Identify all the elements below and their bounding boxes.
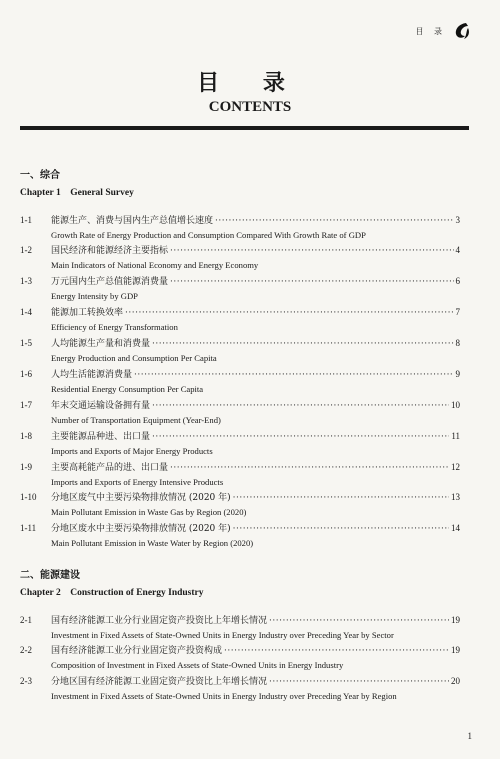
entry-number: 2-1 [20, 615, 32, 625]
entry-number: 1-4 [20, 307, 32, 317]
entry-title-en: Energy Intensity by GDP [51, 291, 138, 301]
entry-number: 1-2 [20, 245, 32, 255]
entry-number: 1-3 [20, 276, 32, 286]
leader-dots [215, 216, 453, 226]
entry-title-en: Imports and Exports of Major Energy Products [51, 446, 213, 456]
toc-entry-2-2[interactable] [20, 643, 460, 670]
running-header [415, 22, 470, 40]
page-number: 1 [467, 731, 472, 741]
entry-page: 4 [455, 245, 460, 255]
entry-title-cn: 能源加工转换效率 [51, 308, 124, 318]
entry-title-en: Main Pollutant Emission in Waste Gas by Region (2020) [51, 507, 247, 517]
toc-entry-1-2[interactable] [20, 243, 460, 270]
entry-title-cn: 主要能源品种进、出口量 [51, 432, 151, 442]
toc-entry-2-1[interactable] [20, 613, 460, 640]
entry-page: 19 [451, 615, 460, 625]
entry-page: 13 [451, 492, 460, 502]
toc-entry-1-1[interactable] [20, 213, 460, 240]
leader-dots [134, 370, 453, 380]
leader-dots [233, 524, 449, 534]
entry-title-cn: 能源生产、消费与国内生产总值增长速度 [51, 216, 214, 226]
entry-number: 1-1 [20, 215, 32, 225]
toc-entry-1-11[interactable] [20, 521, 460, 548]
entry-title-en: Imports and Exports of Energy Intensive Products [51, 477, 224, 487]
entry-title-en: Investment in Fixed Assets of State-Owned Units in Energy Industry over Preceding Year by Sector [51, 630, 394, 640]
leader-dots [269, 677, 449, 687]
leader-dots [170, 246, 453, 256]
entry-page: 8 [455, 338, 460, 348]
leader-dots [152, 401, 449, 411]
leader-dots [224, 646, 449, 656]
entry-title-cn: 人均能源生产量和消费量 [51, 339, 151, 349]
entry-title-cn: 国有经济能源工业分行业固定资产投资构成 [51, 646, 223, 656]
entry-title-cn: 年末交通运输设备拥有量 [51, 401, 151, 411]
toc-entry-2-3[interactable] [20, 674, 460, 701]
entry-page: 9 [455, 369, 460, 379]
publisher-logo-icon [454, 22, 470, 40]
entry-title-en: Main Indicators of National Economy and Energy Economy [51, 260, 259, 270]
toc-entry-1-3[interactable] [20, 274, 460, 301]
page-title-en: CONTENTS [208, 99, 292, 115]
leader-dots [152, 432, 449, 442]
entry-page: 14 [451, 523, 460, 533]
section-heading-en: Chapter 2 Construction of Energy Industry [20, 588, 204, 598]
leader-dots [233, 493, 449, 503]
entry-title-cn: 分地区废气中主要污染物排放情况 (2020 年) [51, 493, 231, 503]
toc-entry-1-9[interactable] [20, 460, 460, 487]
section-heading-cn: 二、能源建设 [20, 570, 80, 581]
entry-page: 20 [451, 676, 460, 686]
toc-entry-1-10[interactable] [20, 490, 460, 517]
entry-title-en: Number of Transportation Equipment (Year-End) [51, 415, 221, 425]
entry-number: 1-6 [20, 369, 32, 379]
toc-entry-1-8[interactable] [20, 429, 460, 456]
entry-number: 1-11 [20, 523, 37, 533]
leader-dots [170, 277, 453, 287]
entry-page: 12 [451, 462, 460, 472]
entry-title-en: Growth Rate of Energy Production and Consumption Compared With Growth Rate of GDP [51, 230, 366, 240]
entry-title-cn: 国有经济能源工业分行业固定资产投资比上年增长情况 [51, 616, 268, 626]
entry-page: 11 [451, 431, 460, 441]
leader-dots [125, 308, 453, 318]
toc-entry-1-4[interactable] [20, 305, 460, 332]
entry-number: 1-7 [20, 400, 32, 410]
entry-page: 3 [455, 215, 460, 225]
entry-number: 1-8 [20, 431, 32, 441]
section-heading-en: Chapter 1 General Survey [20, 188, 134, 198]
entry-title-en: Main Pollutant Emission in Waste Water by Region (2020) [51, 538, 254, 548]
toc-entry-1-6[interactable] [20, 367, 460, 394]
leader-dots [269, 616, 449, 626]
leader-dots [170, 463, 449, 473]
entry-page: 10 [451, 400, 460, 410]
entry-number: 2-3 [20, 676, 32, 686]
entry-title-cn: 分地区国有经济能源工业固定资产投资比上年增长情况 [51, 677, 268, 687]
section-heading-cn: 一、综合 [20, 170, 60, 181]
entry-title-cn: 国民经济和能源经济主要指标 [51, 246, 169, 256]
entry-title-en: Energy Production and Consumption Per Capita [51, 353, 217, 363]
entry-title-en: Efficiency of Energy Transformation [51, 322, 178, 332]
page-title-cn: 目 录 [197, 70, 303, 96]
entry-number: 2-2 [20, 645, 32, 655]
header-text: 目 录 [415, 26, 446, 36]
entry-number: 1-10 [20, 492, 37, 502]
leader-dots [152, 339, 453, 349]
entry-number: 1-9 [20, 462, 32, 472]
entry-page: 19 [451, 645, 460, 655]
entry-title-en: Investment in Fixed Assets of State-Owned Units in Energy Industry over Preceding Year by Region [51, 691, 397, 701]
entry-title-cn: 分地区废水中主要污染物排放情况 (2020 年) [51, 524, 231, 534]
title-rule [20, 126, 469, 130]
entry-title-cn: 人均生活能源消费量 [51, 370, 133, 380]
entry-title-en: Residential Energy Consumption Per Capita [51, 384, 204, 394]
entry-title-en: Composition of Investment in Fixed Assets of State-Owned Units in Energy Industry [51, 660, 344, 670]
toc-entry-1-7[interactable] [20, 398, 460, 425]
entry-page: 7 [455, 307, 460, 317]
entry-title-cn: 主要高耗能产品的进、出口量 [51, 463, 169, 473]
entry-title-cn: 万元国内生产总值能源消费量 [51, 277, 169, 287]
entry-page: 6 [455, 276, 460, 286]
entry-number: 1-5 [20, 338, 32, 348]
toc-entry-1-5[interactable] [20, 336, 460, 363]
